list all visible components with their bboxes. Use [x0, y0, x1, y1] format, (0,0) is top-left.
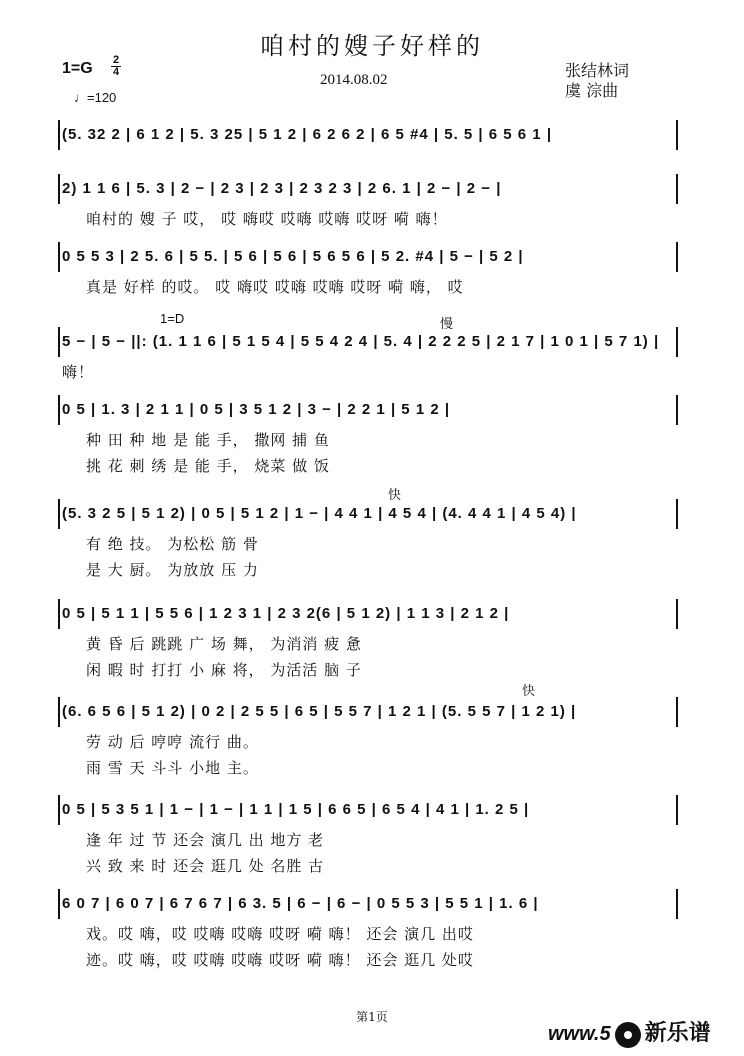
barline-start — [58, 599, 60, 629]
tempo-slow-marker: 慢 — [440, 316, 454, 331]
key-signature: 1=G — [62, 60, 93, 77]
barline-start — [58, 395, 60, 425]
barline-start — [58, 499, 60, 529]
barline-start — [58, 242, 60, 272]
barline-end — [676, 242, 678, 272]
barline-end — [676, 499, 678, 529]
barline-end — [676, 395, 678, 425]
barline-start — [58, 120, 60, 150]
staff-line — [58, 118, 678, 152]
barline-end — [676, 795, 678, 825]
tempo-fast-marker-2: 快 — [522, 683, 536, 698]
lyric-line: 种 田 种 地 是 能 手， 撒网 捕 鱼 — [86, 431, 330, 449]
barline-start — [58, 174, 60, 204]
notation: 2) 1 1 6 | 5. 3 | 2 − | 2 3 | 2 3 | 2 3 2 3 | 2 6. 1 | 2 − | 2 − | — [62, 180, 502, 197]
notation: 0 5 | 5 3 5 1 | 1 − | 1 − | 1 1 | 1 5 | 6 6 5 | 6 5 4 | 4 1 | 1. 2 5 | — [62, 801, 530, 818]
staff-line — [58, 325, 678, 359]
composer-credit: 虞 淙曲 — [565, 81, 619, 100]
lyric-line: 戏。哎 嗨，哎 哎嗨 哎嗨 哎呀 嗬 嗨！ 还会 演几 出哎 — [86, 925, 474, 943]
notation: (5. 3 2 5 | 5 1 2) | 0 5 | 5 1 2 | 1 − | 4 4 1 | 4 5 4 | (4. 4 4 1 | 4 5 4) | — [62, 505, 577, 522]
barline-end — [676, 889, 678, 919]
site-logo — [548, 1016, 711, 1048]
lyric-line: 劳 动 后 哼哼 流行 曲。 — [86, 733, 259, 751]
lyric-line: 兴 致 来 时 还会 逛几 处 名胜 古 — [86, 857, 325, 875]
notation: (6. 6 5 6 | 5 1 2) | 0 2 | 2 5 5 | 6 5 | 5 5 7 | 1 2 1 | (5. 5 5 7 | 1 2 1) | — [62, 703, 577, 720]
notation: 0 5 5 3 | 2 5. 6 | 5 5. | 5 6 | 5 6 | 5 6 5 6 | 5 2. #4 | 5 − | 5 2 | — [62, 248, 524, 265]
lyric-line: 闲 暇 时 打打 小 麻 将， 为活活 脑 子 — [86, 661, 362, 679]
lyric-line: 迹。哎 嗨，哎 哎嗨 哎嗨 哎呀 嗬 嗨！ 还会 逛几 处哎 — [86, 951, 474, 969]
barline-start — [58, 889, 60, 919]
lyric-line: 咱村的 嫂 子 哎， 哎 嗨哎 哎嗨 哎嗨 哎呀 嗬 嗨！ — [86, 210, 448, 228]
tempo-fast-marker: 快 — [388, 487, 402, 502]
staff-line — [58, 597, 678, 631]
staff-line — [58, 172, 678, 206]
staff-line — [58, 393, 678, 427]
barline-start — [58, 795, 60, 825]
lyric-line: 逢 年 过 节 还会 演几 出 地方 老 — [86, 831, 325, 849]
lyric-line: 雨 雪 天 斗斗 小地 主。 — [86, 759, 259, 777]
barline-end — [676, 120, 678, 150]
lyric-line: 挑 花 刺 绣 是 能 手， 烧菜 做 饭 — [86, 457, 330, 475]
lyric-line: 嗨！ — [62, 363, 95, 381]
logo-text: 新乐谱 — [644, 1020, 711, 1045]
date: 2014.08.02 — [320, 72, 388, 88]
staff-line — [58, 887, 678, 921]
notation: 6 0 7 | 6 0 7 | 6 7 6 7 | 6 3. 5 | 6 − | 6 − | 0 5 5 3 | 5 5 1 | 1. 6 | — [62, 895, 539, 912]
page-number: 第1页 — [356, 1010, 388, 1024]
time-signature-numerator: 2 — [112, 54, 120, 66]
key-change-marker: 1=D — [160, 311, 185, 326]
lyric-line: 真是 好样 的哎。 哎 嗨哎 哎嗨 哎嗨 哎呀 嗬 嗨， 哎 — [86, 278, 464, 296]
barline-end — [676, 697, 678, 727]
time-signature — [111, 55, 121, 78]
lyricist-credit: 张结林词 — [565, 61, 630, 80]
staff-line — [58, 793, 678, 827]
music-note-icon — [615, 1022, 641, 1048]
barline-end — [676, 174, 678, 204]
notation: 0 5 | 1. 3 | 2 1 1 | 0 5 | 3 5 1 2 | 3 − | 2 2 1 | 5 1 2 | — [62, 401, 451, 418]
notation: 5 − | 5 − ||: (1. 1 1 6 | 5 1 5 4 | 5 5 4 2 4 | 5. 4 | 2 2 2 5 | 2 1 7 | 1 0 1 | 5 7 1) | — [62, 333, 660, 350]
barline-start — [58, 327, 60, 357]
lyric-line: 黄 昏 后 跳跳 广 场 舞， 为消消 疲 惫 — [86, 635, 362, 653]
notation: (5. 32 2 | 6 1 2 | 5. 3 25 | 5 1 2 | 6 2 6 2 | 6 5 #4 | 5. 5 | 6 5 6 1 | — [62, 126, 553, 143]
tempo-marking: ♩=120 — [74, 90, 117, 105]
staff-line — [58, 695, 678, 729]
staff-line — [58, 240, 678, 274]
notation: 0 5 | 5 1 1 | 5 5 6 | 1 2 3 1 | 2 3 2(6 | 5 1 2) | 1 1 3 | 2 1 2 | — [62, 605, 510, 622]
lyric-line: 是 大 厨。 为放放 压 力 — [86, 561, 259, 579]
barline-start — [58, 697, 60, 727]
barline-end — [676, 327, 678, 357]
song-title: 咱村的嫂子好样的 — [260, 32, 484, 60]
lyric-line: 有 绝 技。 为松松 筋 骨 — [86, 535, 259, 553]
time-signature-denominator: 4 — [112, 66, 120, 78]
logo-url: www.5 — [548, 1023, 611, 1045]
barline-end — [676, 599, 678, 629]
staff-line — [58, 497, 678, 531]
